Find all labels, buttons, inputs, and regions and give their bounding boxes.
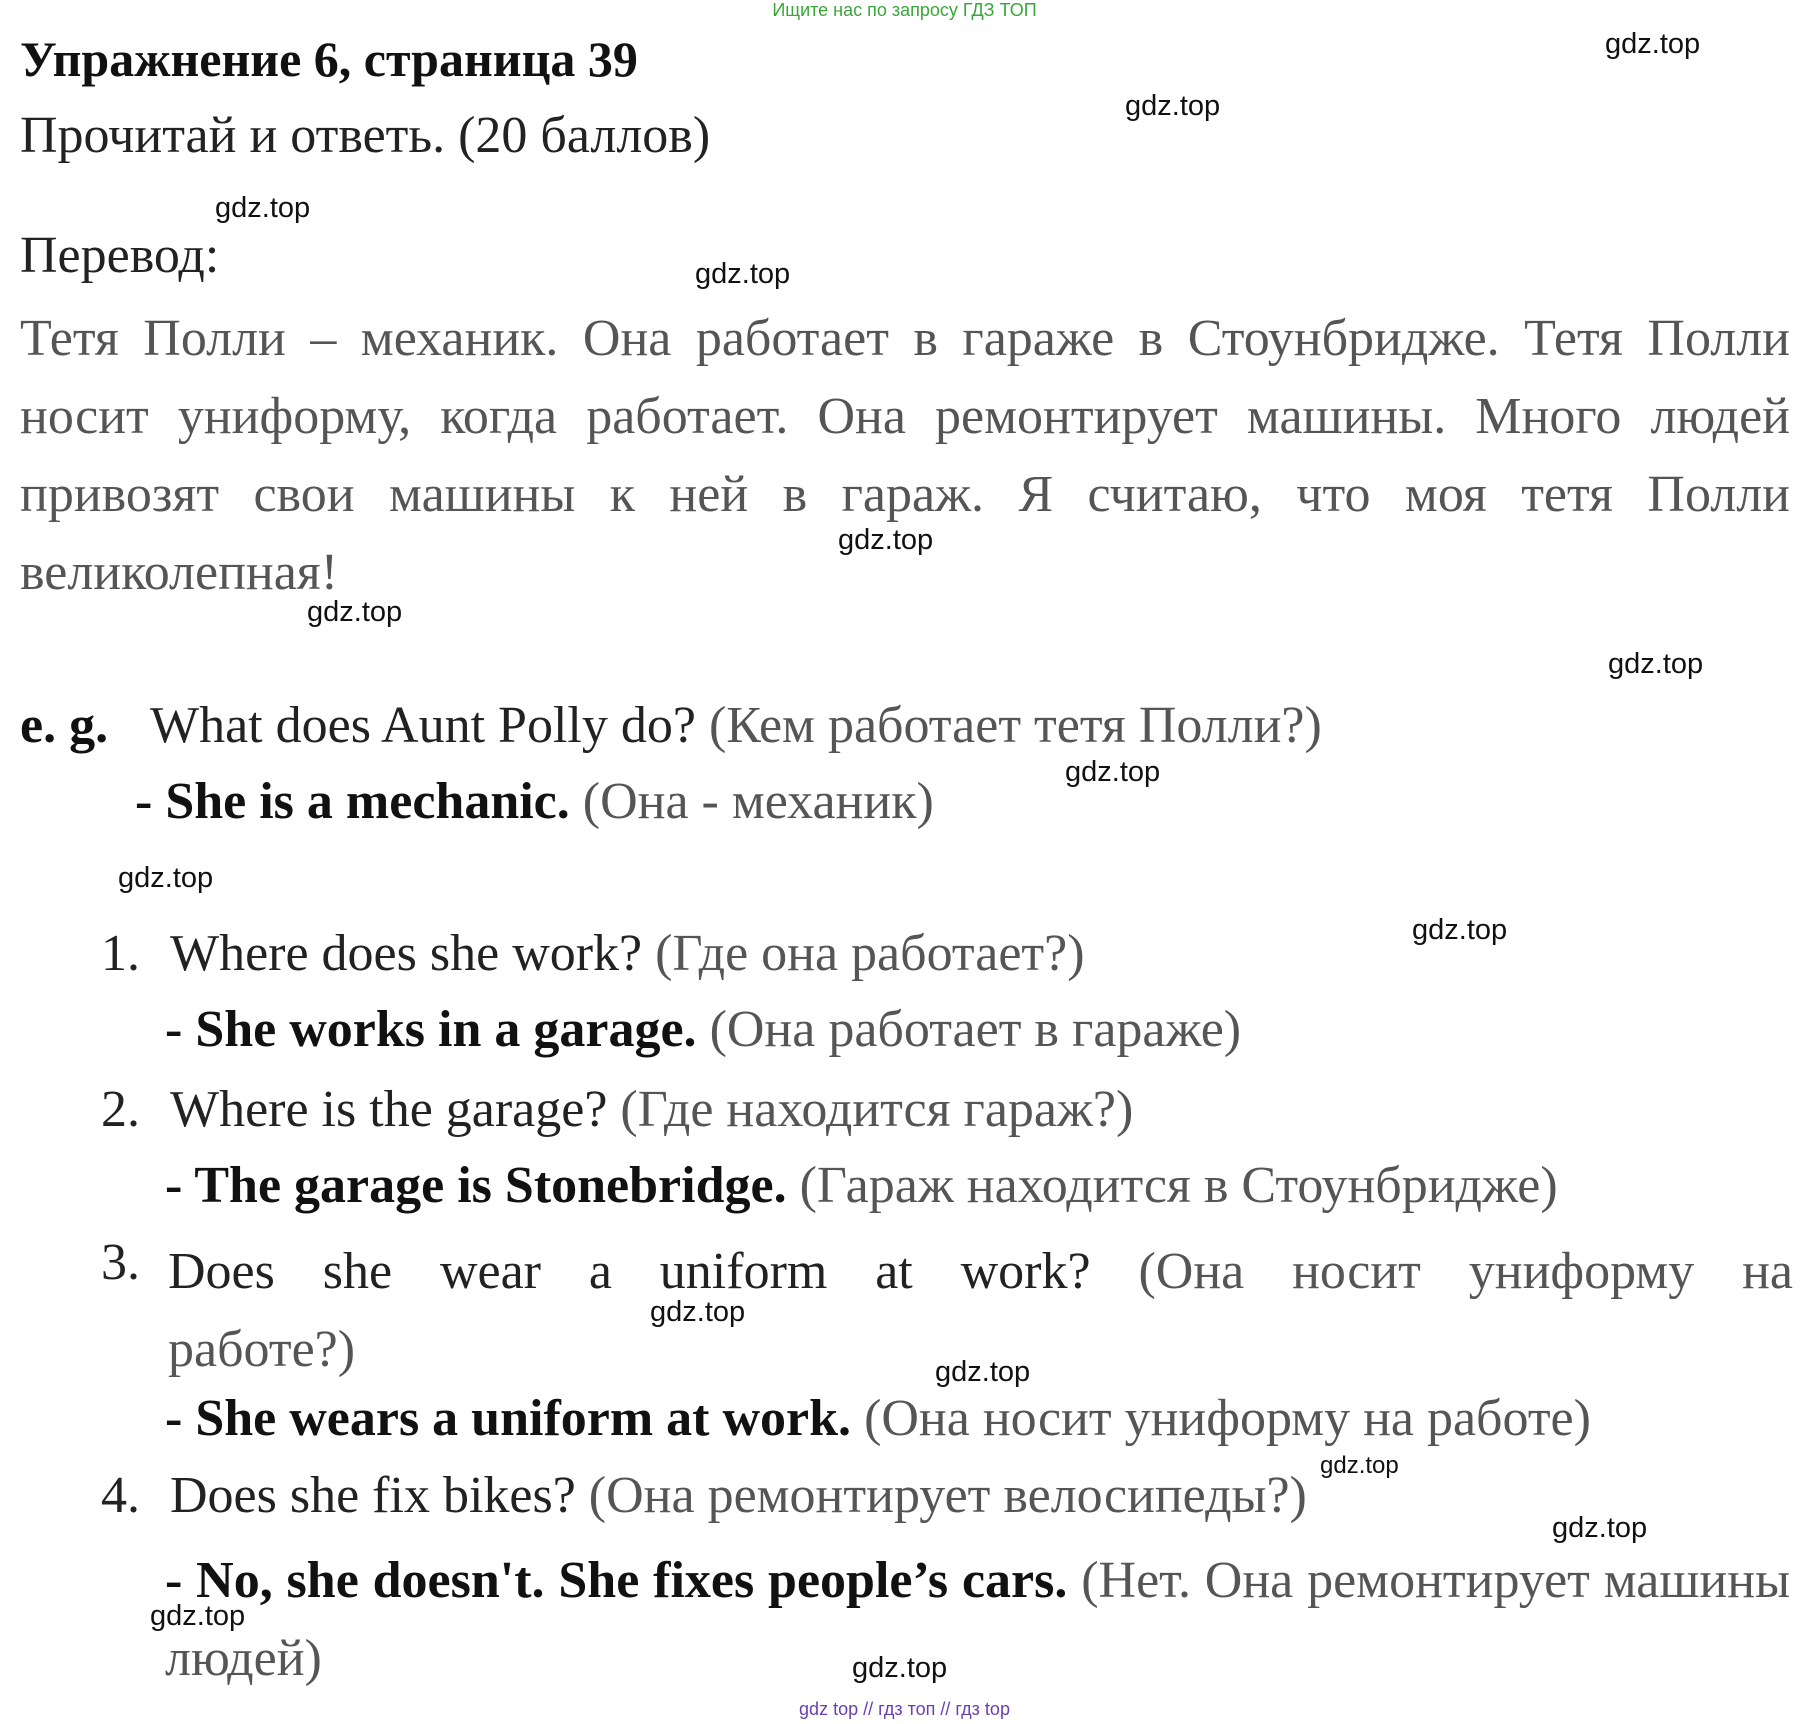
- watermark: gdz.top: [1608, 648, 1704, 680]
- watermark: gdz.top: [1320, 1452, 1399, 1479]
- answer-text: - No, she doesn't. She fixes people’s cars.: [165, 1552, 1068, 1609]
- question-translation: (Где она работает?): [655, 925, 1085, 982]
- watermark: gdz.top: [695, 258, 791, 290]
- watermark: gdz.top: [1605, 28, 1701, 60]
- answer-text: - The garage is Stonebridge.: [165, 1157, 787, 1214]
- question-number: 2.: [101, 1081, 140, 1138]
- answer-translation: (Гараж находится в Стоунбридже): [799, 1157, 1558, 1214]
- watermark: gdz.top: [1412, 914, 1508, 946]
- answer-translation: (Она носит униформу на работе): [864, 1390, 1591, 1447]
- example-answer-text: - She is a mechanic.: [135, 773, 570, 830]
- example-answer-translation: (Она - механик): [582, 773, 934, 830]
- example-question: [150, 696, 1322, 755]
- watermark: gdz.top: [650, 1296, 746, 1328]
- watermark: gdz.top: [1552, 1512, 1648, 1544]
- question-number: 1.: [101, 925, 140, 982]
- question-1: [170, 924, 1085, 983]
- watermark: gdz.top: [1125, 90, 1221, 122]
- watermark: gdz.top: [215, 192, 311, 224]
- question-number: 3.: [101, 1234, 140, 1291]
- watermark: gdz.top: [838, 524, 934, 556]
- answer-3: [165, 1389, 1591, 1448]
- question-text: Does she wear a uniform at work?: [168, 1243, 1091, 1300]
- question-number: 4.: [101, 1467, 140, 1524]
- translation-label: Перевод:: [20, 227, 220, 284]
- answer-1: [165, 1000, 1241, 1059]
- example-answer: [135, 772, 934, 831]
- example-label: e. g.: [20, 697, 109, 754]
- translation-paragraph: Тетя Полли – механик. Она работает в гараже в Стоунбридже. Тетя Полли носит униформу, когда работает. Она ремонтирует машины. Много людей привозят свои машины к ней в гараж. Я считаю, что моя тетя Полли великолепная!: [20, 310, 1790, 601]
- top-search-note: Ищите нас по запросу ГДЗ ТОП: [772, 0, 1037, 20]
- question-text: Where does she work?: [170, 925, 643, 982]
- example-question-text: What does Aunt Polly do?: [150, 697, 696, 754]
- answer-text: - She works in a garage.: [165, 1001, 697, 1058]
- watermark: gdz.top: [1065, 756, 1161, 788]
- example-question-translation: (Кем работает тетя Полли?): [708, 697, 1322, 754]
- answer-4: [165, 1542, 1790, 1698]
- answer-2: [165, 1156, 1558, 1215]
- watermark: gdz.top: [852, 1652, 948, 1684]
- answer-translation: (Она работает в гараже): [709, 1001, 1242, 1058]
- question-translation: (Она носит униформу на работе?): [168, 1243, 1793, 1378]
- watermark: gdz.top: [150, 1600, 246, 1632]
- question-text: Where is the garage?: [170, 1081, 608, 1138]
- question-translation: (Она ремонтирует велосипеды?): [588, 1467, 1307, 1524]
- watermark: gdz.top: [118, 862, 214, 894]
- watermark: gdz.top: [307, 596, 403, 628]
- watermark: gdz.top: [935, 1356, 1031, 1388]
- question-4: [170, 1466, 1307, 1525]
- question-translation: (Где находится гараж?): [620, 1081, 1134, 1138]
- answer-text: - She wears a uniform at work.: [165, 1390, 852, 1447]
- page-title: Упражнение 6, страница 39: [20, 31, 638, 87]
- bottom-watermark-note: gdz top // гдз топ // гдз top: [799, 1699, 1010, 1719]
- question-2: [170, 1080, 1133, 1139]
- task-instruction: Прочитай и ответь. (20 баллов): [20, 107, 711, 164]
- question-text: Does she fix bikes?: [170, 1467, 576, 1524]
- answer-translation: (Нет. Она ремонтирует машины людей): [165, 1552, 1791, 1687]
